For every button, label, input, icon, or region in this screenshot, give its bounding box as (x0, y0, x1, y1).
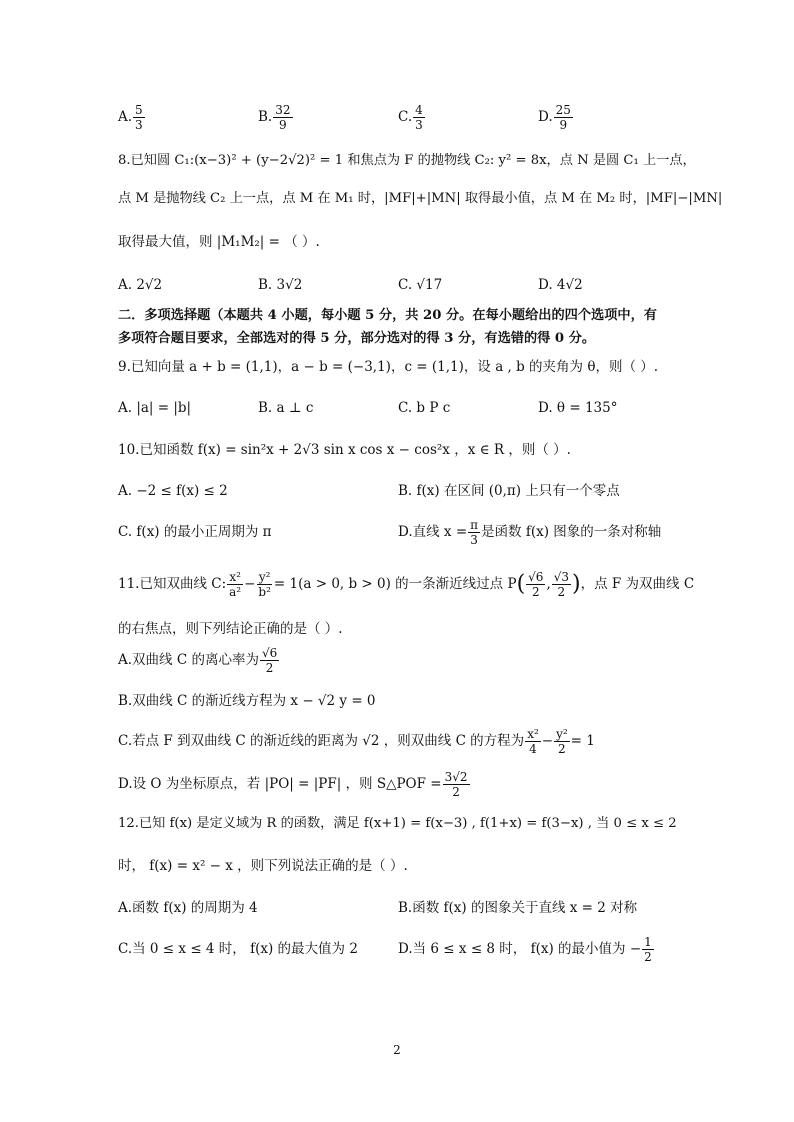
q8-stem-line2: 点 M 是抛物线 C₂ 上一点，点 M 在 M₁ 时，|MF|+|MN| 取得最小值，点 M 在 M₂ 时，|MF|−|MN| (118, 191, 723, 206)
q9-option-d: D. θ = 135° (538, 400, 618, 416)
q11-option-d: D.设 O 为坐标原点，若 |PO| = |PF| ，则 S△POF = $\frac{3√2}{2}$ (118, 770, 468, 799)
q10-stem: 10.已知函数 f(x) = sin²x + 2√3 sin x cos x − cos²x ，x ∈ R ，则（ ）. (118, 442, 571, 458)
q7-option-b: B. $\frac{32}{9}$ (258, 103, 291, 132)
q10-option-d: D.直线 x = $\frac{\pi}{3}$ 是函数 f(x) 图象的一条对称轴 (398, 518, 662, 547)
page-number: 2 (393, 1043, 401, 1057)
q7-option-c: C. $\frac{4}{3}$ (398, 103, 423, 132)
section2-heading-line2: 多项符合题目要求，全部选对的得 5 分，部分选对的得 3 分，有选错的得 0 分。 (118, 331, 596, 346)
q9-option-a: A. |a| = |b| (118, 400, 192, 416)
q9-option-b: B. a ⊥ c (258, 400, 314, 416)
q12-stem-line1: 12.已知 f(x) 是定义域为 R 的函数，满足 f(x+1) = f(x−3) , f(1+x) = f(3−x) , 当 0 ≤ x ≤ 2 (118, 816, 677, 831)
q12-option-b: B.函数 f(x) 的图象关于直线 x = 2 对称 (398, 900, 638, 916)
q11-stem-line2: 的右焦点，则下列结论正确的是（ ）. (118, 621, 343, 637)
q12-option-d: D.当 6 ≤ x ≤ 8 时， f(x) 的最小值为 − $\frac{1}{2}$ (398, 935, 652, 964)
q8-option-c: C. √17 (398, 277, 443, 293)
q8-stem-line3: 取得最大值，则 |M₁M₂| = （ ）. (118, 234, 320, 250)
q9-option-c: C. b P c (398, 400, 451, 416)
q9-stem: 9.已知向量 a + b = (1,1)，a − b = (−3,1)，c = (1,1)，设 a , b 的夹角为 θ，则（ ）. (118, 359, 659, 375)
section2-heading-line1: 二．多项选择题（本题共 4 小题，每小题 5 分，共 20 分。在每小题给出的四个选项中，有 (118, 308, 657, 323)
q11-option-a: A.双曲线 C 的离心率为 $\frac{√6}{2}$ (118, 646, 278, 675)
q8-option-d: D. 4√2 (538, 277, 583, 293)
q12-option-c: C.当 0 ≤ x ≤ 4 时， f(x) 的最大值为 2 (118, 941, 358, 957)
q11-option-b: B.双曲线 C 的渐近线方程为 x − √2 y = 0 (118, 693, 376, 709)
q8-option-b: B. 3√2 (258, 277, 303, 293)
q12-stem-line2: 时， f(x) = x² − x ，则下列说法正确的是（ ）. (118, 858, 408, 874)
q10-option-a: A. −2 ≤ f(x) ≤ 2 (118, 483, 228, 499)
q10-option-c: C. f(x) 的最小正周期为 π (118, 524, 272, 540)
q10-option-b: B. f(x) 在区间 (0,π) 上只有一个零点 (398, 483, 620, 499)
q12-option-a: A.函数 f(x) 的周期为 4 (118, 900, 258, 916)
q8-option-a: A. 2√2 (118, 277, 163, 293)
q11-stem-line1: 11.已知双曲线 C: $\frac{\text{x²}}{\text{a²}}$ − $\frac{\text{y²}}{\text{b²}}$ = 1(a > 0, b > 0) 的一条渐近线过点 P( $\frac{√6}{2}$ , $\frac{√3}{2}$ )，点 F 为双曲线 C (118, 570, 695, 599)
q8-stem-line1: 8.已知圆 C₁:(x−3)² + (y−2√2)² = 1 和焦点为 F 的抛物线 C₂: y² = 8x，点 N 是圆 C₁ 上一点， (118, 153, 696, 168)
q7-option-a: A. $\frac{5}{3}$ (118, 103, 143, 132)
q7-option-d: D. $\frac{25}{9}$ (538, 103, 571, 132)
q11-option-c: C.若点 F 到双曲线 C 的渐近线的距离为 √2 ，则双曲线 C 的方程为 $\frac{\text{x²}}{4}$ − $\frac{\text{y²}}{2}$ = 1 (118, 727, 595, 756)
